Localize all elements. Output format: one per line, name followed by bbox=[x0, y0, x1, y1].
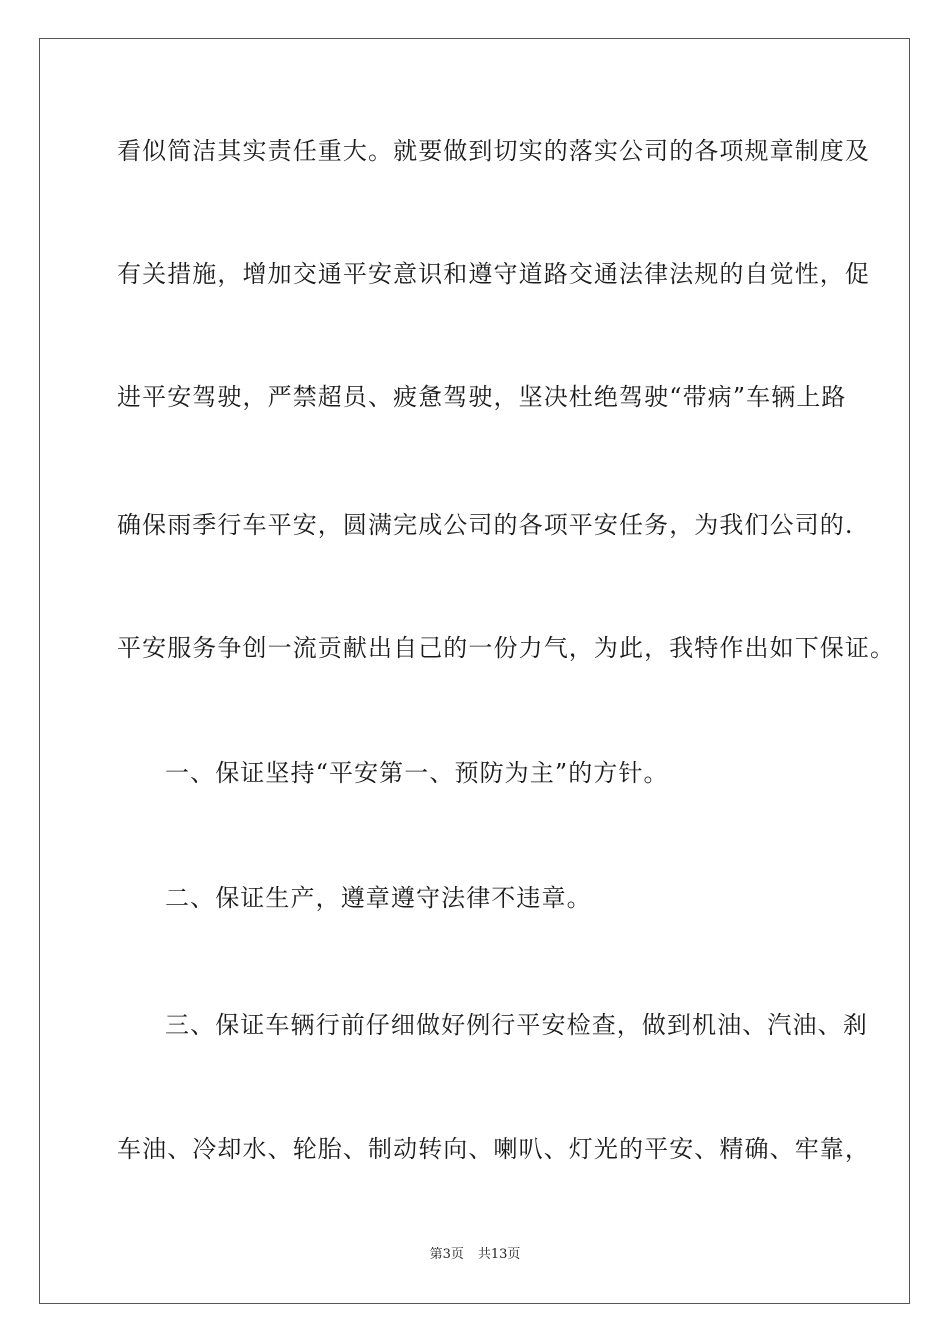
page-border bbox=[39, 38, 910, 1304]
page-number: 第3页 bbox=[429, 1247, 464, 1262]
page-footer bbox=[0, 1246, 950, 1264]
body-line-9: 车油、冷却水、轮胎、制动转向、喇叭、灯光的平安、精确、牢靠， bbox=[117, 1135, 870, 1163]
body-line-5: 平安服务争创一流贡献出自己的一份力气，为此，我特作出如下保证。 bbox=[117, 634, 896, 662]
body-line-3: 进平安驾驶，严禁超员、疲惫驾驶，坚决杜绝驾驶“带病”车辆上路 bbox=[117, 383, 847, 411]
clause-2: 二、保证生产，遵章遵守法律不违章。 bbox=[165, 884, 592, 912]
clause-1: 一、保证坚持“平安第一、预防为主”的方针。 bbox=[165, 759, 669, 787]
body-line-1: 看似简洁其实责任重大。就要做到切实的落实公司的各项规章制度及 bbox=[117, 137, 870, 165]
body-line-2: 有关措施，增加交通平安意识和遵守道路交通法律法规的自觉性，促 bbox=[117, 260, 870, 288]
clause-3: 三、保证车辆行前仔细做好例行平安检查，做到机油、汽油、刹 bbox=[165, 1011, 868, 1039]
body-line-4: 确保雨季行车平安，圆满完成公司的各项平安任务，为我们公司的. bbox=[117, 511, 854, 539]
page-total: 共13页 bbox=[477, 1247, 521, 1262]
